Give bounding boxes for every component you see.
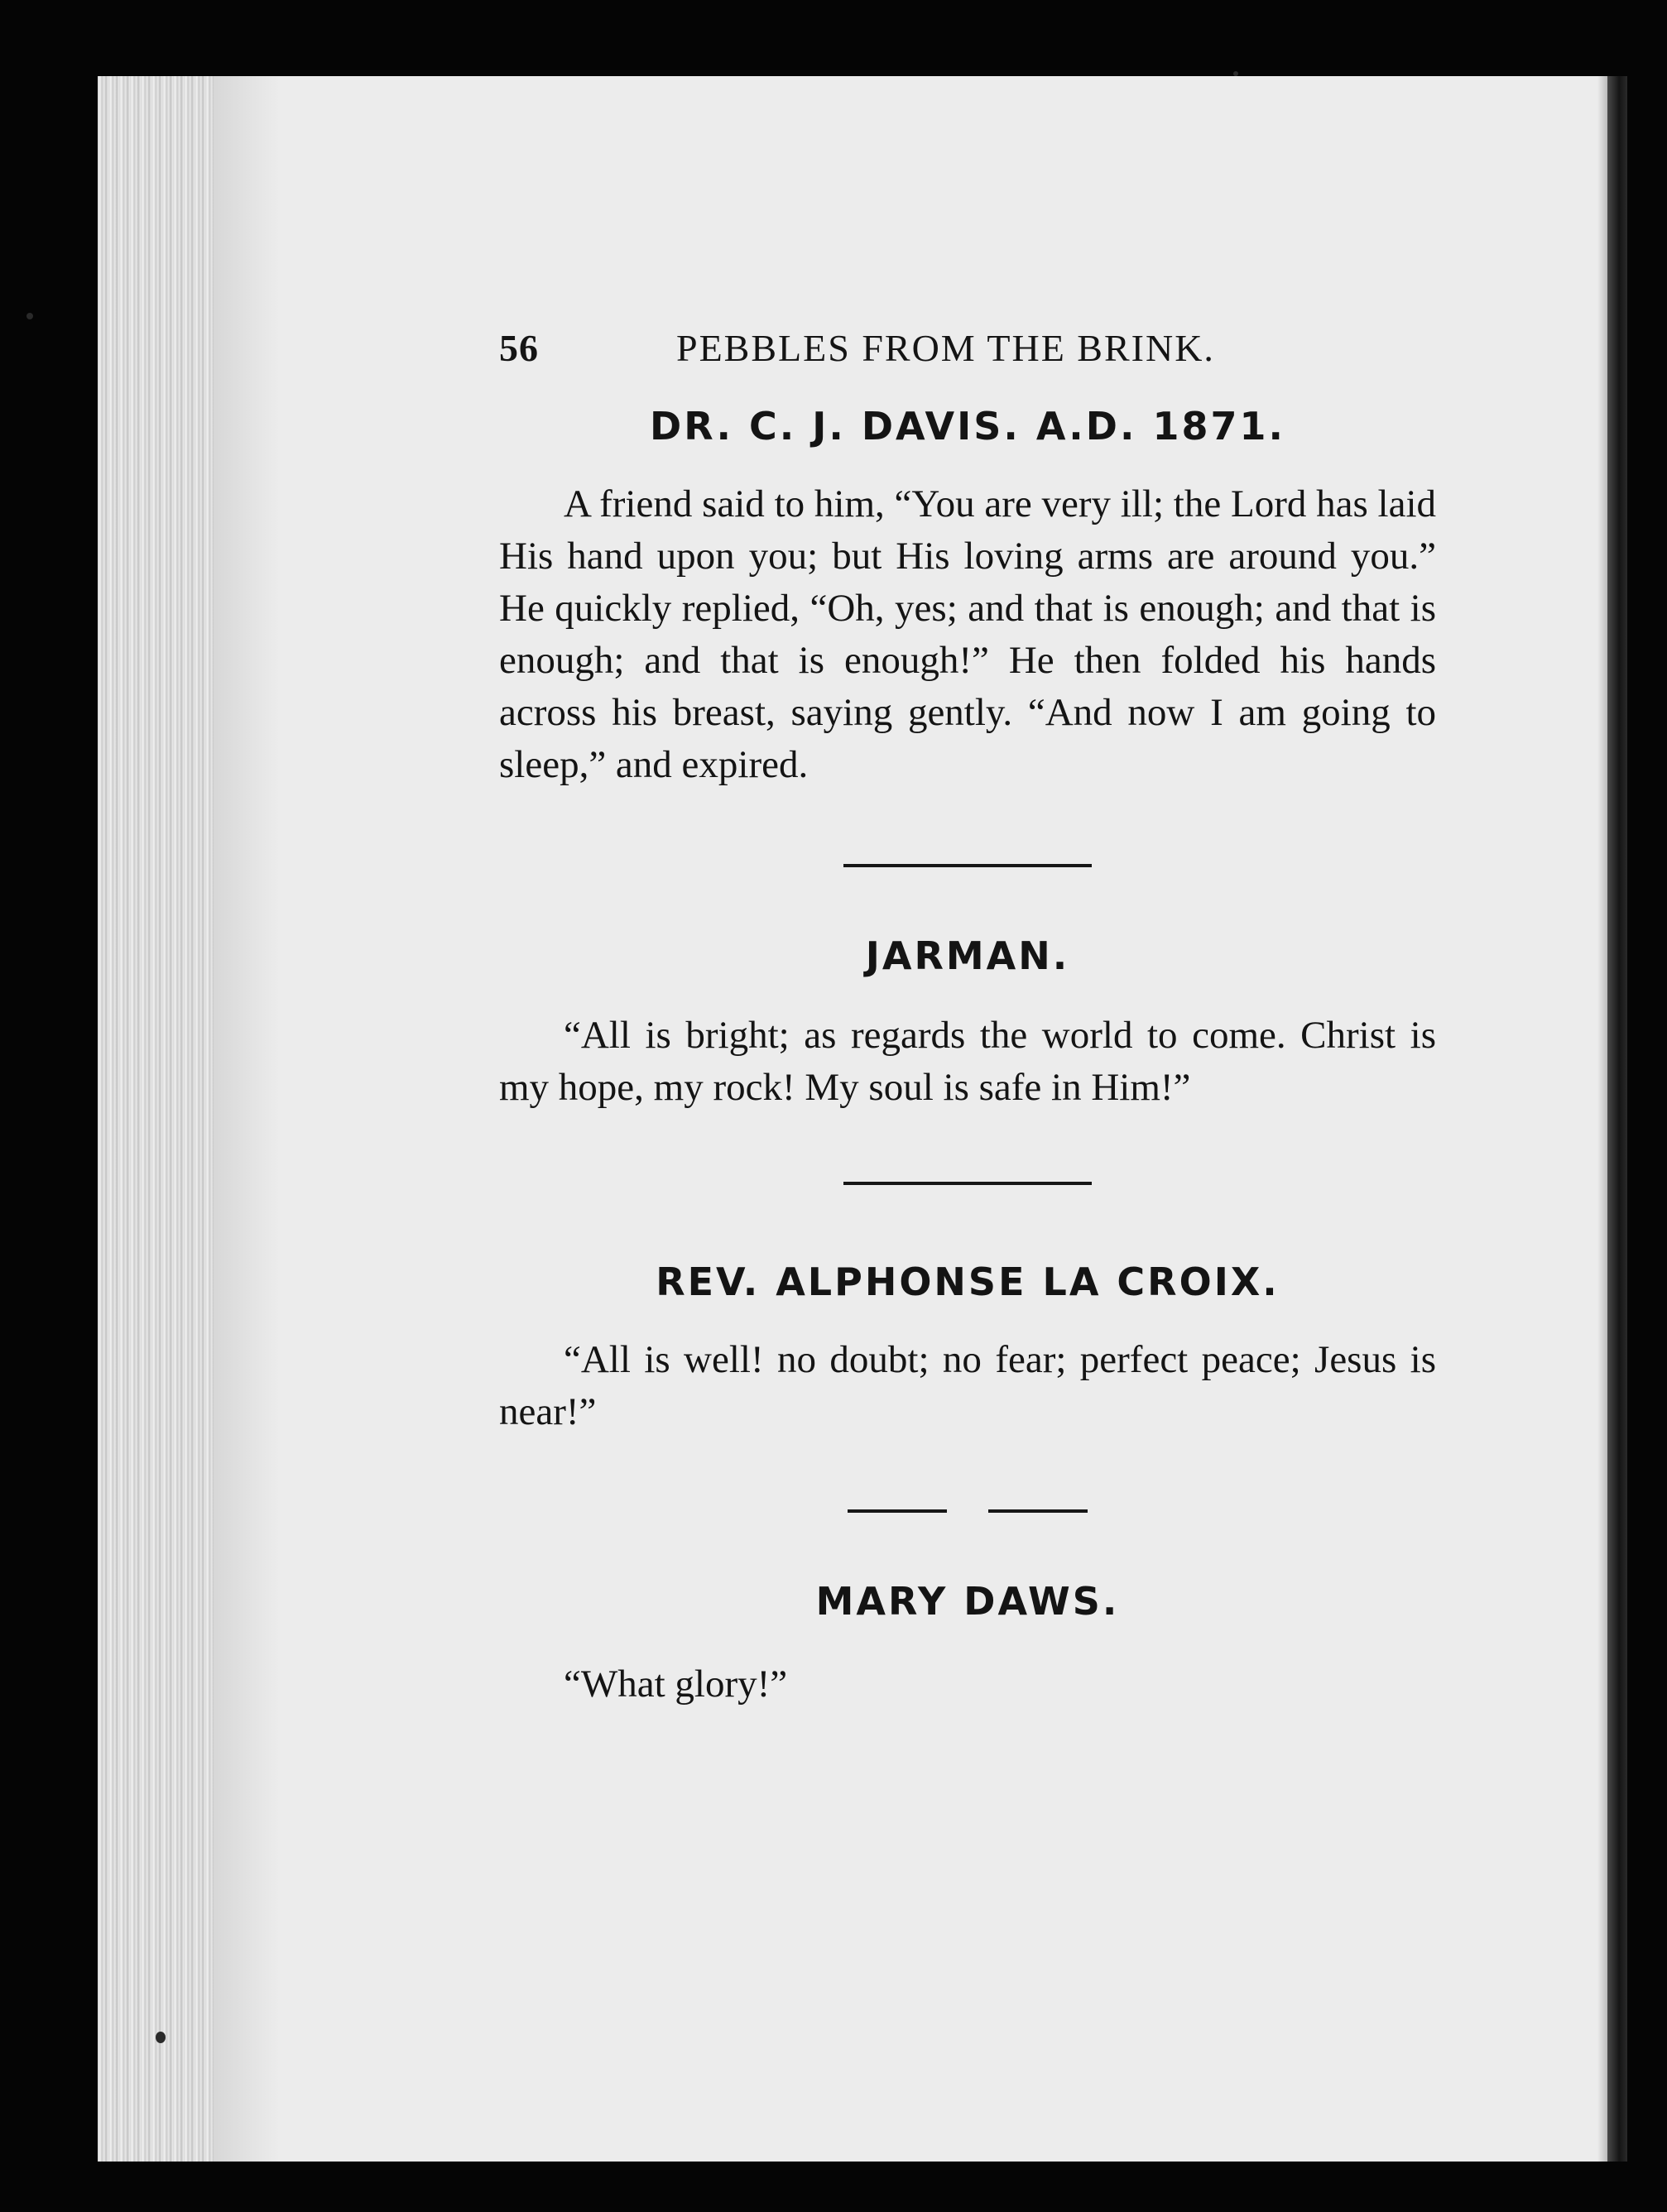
section-divider bbox=[843, 864, 1092, 867]
scan-speck bbox=[1233, 71, 1238, 76]
page-content bbox=[499, 314, 1436, 1711]
running-head bbox=[499, 314, 1436, 381]
section-body-daws: “What glory!” bbox=[564, 1663, 788, 1706]
scan-speck bbox=[156, 2032, 166, 2043]
page-edge-shadow bbox=[214, 76, 280, 2162]
binding-edge bbox=[1607, 76, 1627, 2162]
section-body-jarman: “All is bright; as regards the world to come. Christ is my hope, my rock! My soul is safe in Him!” bbox=[499, 1014, 1436, 1109]
gutter-shadow bbox=[1597, 76, 1607, 2162]
divider-segment bbox=[848, 1509, 947, 1513]
running-title: PEBBLES FROM THE BRINK. bbox=[676, 327, 1215, 369]
section-divider-double bbox=[499, 1509, 1436, 1513]
scan-speck bbox=[26, 313, 33, 319]
divider-segment bbox=[988, 1509, 1088, 1513]
section-divider bbox=[843, 1182, 1092, 1185]
section-heading-daws: MARY DAWS. bbox=[815, 1579, 1120, 1624]
section-body-la-croix: “All is well! no doubt; no fear; perfect peace; Jesus is near!” bbox=[499, 1338, 1436, 1433]
section-heading-la-croix: REV. ALPHONSE LA CROIX. bbox=[656, 1260, 1280, 1304]
section-body-davis: A friend said to him, “You are very ill; the Lord has laid His hand upon you; but His loving arms are around you.” He quickly replied, “Oh, yes; and that is enough; and that is enough; and that is enough!” He then folded his hands across his breast, saying gently. “And now I am going to sleep,” and expired. bbox=[499, 482, 1436, 786]
page-edges bbox=[98, 76, 214, 2162]
section-heading-jarman: JARMAN. bbox=[865, 933, 1070, 978]
section-heading-davis: DR. C. J. DAVIS. A.D. 1871. bbox=[650, 404, 1285, 449]
page-number: 56 bbox=[499, 327, 539, 369]
